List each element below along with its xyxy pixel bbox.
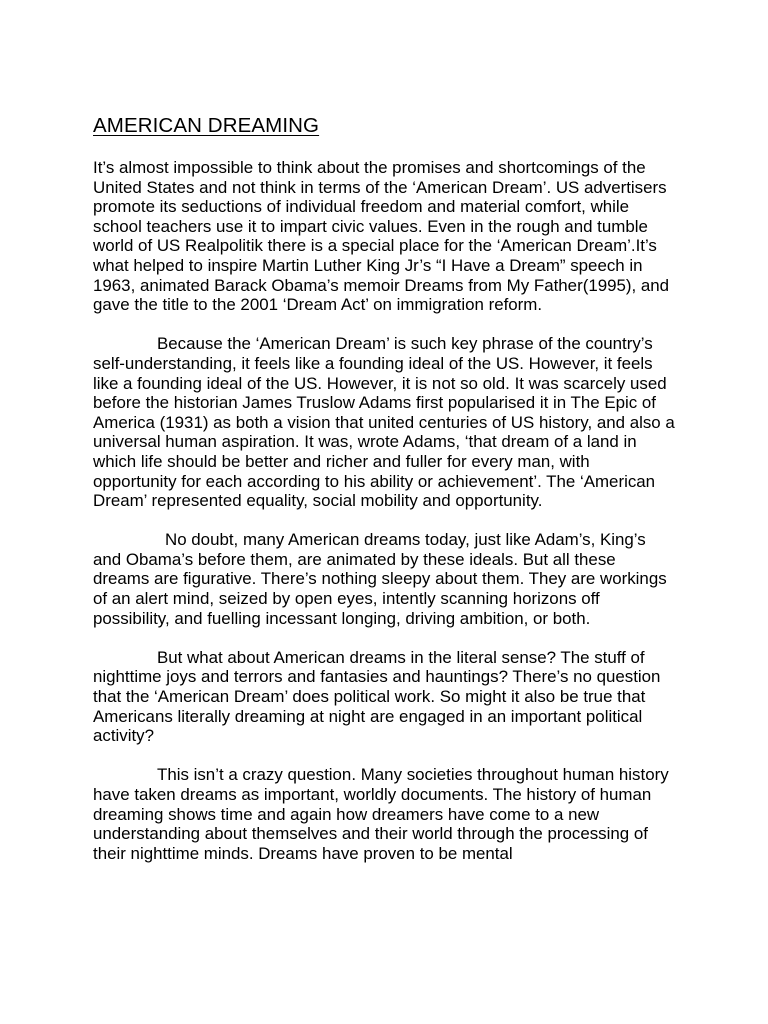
page-title: AMERICAN DREAMING [93, 114, 320, 137]
document-page [93, 112, 675, 883]
paragraph-2: Because the ‘American Dream’ is such key phrase of the country’s self-understanding, it feels like a founding ideal of the US. However, it feels like a founding ideal of the US. However, it is not so old. It was scarcely used before the historian James Truslow Adams first popularised it in The Epic of America (1931) as both a vision that united centuries of US history, and also a universal human aspiration. It was, wrote Adams, ‘that dream of a land in which life should be better and richer and fuller for every man, with opportunity for each according to his ability or achievement’. The ‘American Dream’ represented equality, social mobility and opportunity. [93, 334, 675, 511]
paragraph-3: No doubt, many American dreams today, just like Adam’s, King’s and Obama’s before them, are animated by these ideals. But all these dreams are figurative. There’s nothing sleepy about them. They are workings of an alert mind, seized by open eyes, intently scanning horizons off possibility, and fuelling incessant longing, driving ambition, or both. [93, 530, 667, 628]
paragraph-1: It’s almost impossible to think about the promises and shortcomings of the United States and not think in terms of the ‘American Dream’. US advertisers promote its seductions of individual freedom and material comfort, while school teachers use it to impart civic values. Even in the rough and tumble world of US Realpolitik there is a special place for the ‘American Dream’.It’s what helped to inspire Martin Luther King Jr’s “I Have a Dream” speech in 1963, animated Barack Obama’s memoir Dreams from My Father(1995), and gave the title to the 2001 ‘Dream Act’ on immigration reform. [93, 158, 670, 315]
paragraph-4: But what about American dreams in the literal sense? The stuff of nighttime joys and terrors and fantasies and hauntings? There’s no question that the ‘American Dream’ does political work. So might it also be true that Americans literally dreaming at night are engaged in an important political activity? [93, 647, 661, 746]
paragraph-5: This isn’t a crazy question. Many societies throughout human history have taken dreams as important, worldly documents. The history of human dreaming shows time and again how dreamers have come to a new understanding about themselves and their world through the processing of their nighttime minds. Dreams have proven to be mental [93, 765, 669, 863]
